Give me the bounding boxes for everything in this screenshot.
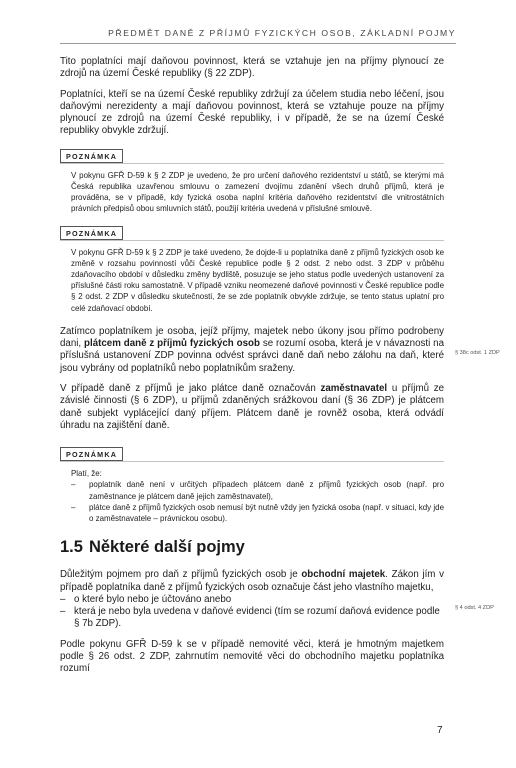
paragraph-text: Důležitým pojmem pro daň z příjmů fyzických osob je <box>60 569 302 581</box>
paragraph-business-assets <box>60 569 444 594</box>
margin-reference: § 4 odst. 4 ZDP <box>455 605 494 611</box>
note-box <box>60 223 444 314</box>
paragraph-tax-payer <box>60 326 444 375</box>
section-title: Některé další pojmy <box>88 538 245 557</box>
paragraph-students-patients: Poplatníci, kteří se na území České republiky zdržují za účelem studia nebo léčení, jsou daňovými nerezidenty a mají daňovou povinnost, která se vztahuje pouze na příjmy plynoucí ze zdrojů na území České republiky, i v případě, že se na území České republiky obvykle zdržují. <box>60 88 444 137</box>
section-number: 1.5 <box>60 538 83 557</box>
paragraph-employer <box>60 383 444 432</box>
dash-bullet: – <box>60 606 66 618</box>
bold-term: zaměstnavatel <box>320 383 388 394</box>
list-item-text: která je nebo byla uvedena v daňové evidenci (tím se rozumí daňová evidence podle § 7b ZDP). <box>74 606 440 630</box>
note-list-text: plátce daně z příjmů fyzických osob nemusí být nutně vždy jen fyzická osoba (např. v situaci, kdy jde o zaměstnavatele – právnickou osobu). <box>89 502 444 523</box>
margin-reference: § 38c odst. 1 ZDP <box>455 350 500 356</box>
paragraph-real-estate: Podle pokynu GFŘ D-59 k se v případě nemovité věci, která je hmotným majetkem podle § 26 odst. 2 ZDP, zahrnutím nemovité věci do obchodního majetku poplatníka rozumí <box>60 638 444 675</box>
header-divider <box>60 43 456 44</box>
bold-term: plátcem daně z příjmů fyzických osob <box>84 338 260 350</box>
note-box <box>60 146 444 215</box>
dash-bullet: – <box>71 480 76 490</box>
page-number: 7 <box>437 725 443 736</box>
page-content <box>60 56 444 684</box>
note-intro: Platí, že: <box>71 469 102 479</box>
note-label: POZNÁMKA <box>60 149 123 163</box>
running-head: PŘEDMĚT DANĚ Z PŘÍJMŮ FYZICKÝCH OSOB, ZÁKLADNÍ POJMY <box>108 28 456 38</box>
paragraph-text: Zatímco poplatníkem je osoba, jejíž příjmy, majetek nebo úkony jsou přímo podrobeny dani, <box>60 325 444 350</box>
note-box <box>60 444 444 524</box>
note-divider <box>60 240 444 241</box>
note-list-item <box>71 479 444 501</box>
note-divider <box>60 163 444 164</box>
note-text <box>71 468 444 524</box>
section-heading <box>60 538 444 557</box>
paragraph-text: u příjmů ze závislé činnosti (§ 6 ZDP), u příjmů zdaněných srážkovou daní (§ 36 ZDP) je plátcem daně subjekt vyplácející daný příjem. Plátcem daně je rovněž osoba, která odvádí úhradu na zajištění daně. <box>60 383 444 431</box>
note-list-item <box>71 502 444 524</box>
paragraph-text: se rozumí osoba, která je v návaznosti na příslušná ustanovení ZDP povinna odvést správci daně daň nebo zálohu na daň, které jsou vybrány od poplatníků nebo poplatníkům sraženy. <box>60 338 444 374</box>
note-list-text: poplatník daně není v určitých případech plátcem daně z příjmů fyzických osob (např. pro zaměstnance je plátcem daně jejich zaměstnavatel), <box>89 480 444 501</box>
note-text: V pokynu GFŘ D-59 k § 2 ZDP je uvedeno, že pro určení daňového rezidentství u států, se kterými má Česká republika uzavřenou smlouvu o zamezení dvojímu zdanění všech druhů příjmů, která je prováděna, se v případě, kdy fyzická osoba naplní kritéria daňového rezidentství dle vnitrostátních právních předpisů obou smluvních států, použijí kritéria uvedená v příslušné smlouvě. <box>71 170 444 214</box>
paragraph-nonresident-scope: Tito poplatníci mají daňovou povinnost, která se vztahuje jen na příjmy plynoucí ze zdrojů na území České republiky (§ 22 ZDP). <box>60 56 444 80</box>
note-label: POZNÁMKA <box>60 447 123 461</box>
paragraph-text: V případě daně z příjmů je jako plátce daně označován <box>60 383 321 394</box>
list-item <box>60 594 444 606</box>
list-item <box>60 606 444 631</box>
note-label: POZNÁMKA <box>60 226 123 240</box>
dash-bullet: – <box>71 502 76 512</box>
paragraph-text: . Zákon jím v případě poplatníka daně z příjmů fyzických osob označuje část jeho vlastního majetku, <box>60 569 445 593</box>
note-divider <box>60 461 444 462</box>
note-text: V pokynu GFŘ D-59 k § 2 ZDP je také uvedeno, že dojde-li u poplatníka daně z příjmů fyzických osob ke změně v rozsahu povinností vůči České republice podle § 2 odst. 2 nebo odst. 3 ZDP v průběhu zdaňovacího období v důsledku změny bydliště, posuzuje se jeho status podle uvedených ustanovení za příslušné části roku samostatně. V případě vzniku neomezené daňové povinnosti v České republice podle § 2 odst. 2 ZDP v důsledku skutečnosti, že se zde poplatník obvykle zdržuje, se tento status uplatní pro celé zdaňovací období. <box>71 247 444 313</box>
list-item-text: o které bylo nebo je účtováno anebo <box>74 593 232 605</box>
dash-bullet: – <box>60 593 66 605</box>
bold-term: obchodní majetek <box>301 569 386 581</box>
